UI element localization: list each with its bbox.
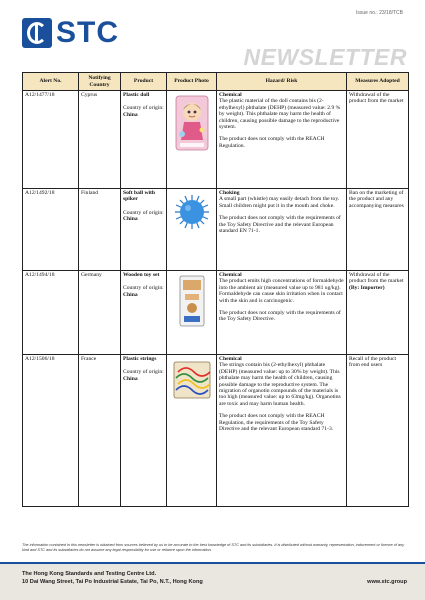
measure-text: Withdrawal of the product from the market [349,92,404,105]
measure-cell [347,355,409,507]
notifying-country: France [79,355,121,507]
alert-number: A12/1506/18 [23,355,79,507]
newsletter-title: NEWSLETTER [243,44,407,70]
product-photo-cell [167,271,217,355]
table-row [23,271,409,355]
product-cell [121,91,167,189]
issue-number: Issue no.: 23/18/TCB [356,10,403,16]
hazard-title: Chemical [219,92,242,98]
spiky-ball-photo-icon [172,192,212,232]
hazard-cell [217,355,347,507]
hazard-description: A small part (whistle) may easily detach from the toy. Small children might put it in the mouth and choke. [219,196,340,209]
alert-number: A12/1492/18 [23,189,79,271]
measure-text: Recall of the product from end users [349,356,397,369]
hazard-description: The plastic material of the doll contains bis (2-ethylhexyl) phthalate (DEHP) (measured value: 2.9 % by weight). This phthalate may harm the health of children, causing possible damage to the reproductive system. [219,98,341,131]
hazard-cell [217,91,347,189]
footer-website-link[interactable]: www.stc.group [367,579,407,585]
disclaimer: The information contained in this newsletter is obtained from sources believed by us to be accurate to the best knowledge of STC and its subsidiaries. It is distributed without warranty, representation, inducement or licence of any kind and STC and its subsidiaries do not assume any legal responsibility for use or reliance upon the information. [22,543,405,552]
table-row [23,189,409,271]
product-photo-cell [167,91,217,189]
product-photo-cell [167,189,217,271]
measure-cell [347,271,409,355]
notifying-country: Germany [79,271,121,355]
origin-label: Country of origin: [123,285,164,292]
hazard-compliance: The product does not comply with the requirements of the Toy Safety Directive. [219,310,341,323]
col-measures-adopted: Measures Adopted [347,73,409,91]
measure-cell [347,189,409,271]
page-header [0,0,425,74]
alert-number: A12/1477/18 [23,91,79,189]
hazard-description: The product emits high concentrations of formaldehyde into the ambient air (measured value up to 981 ug/kg). Formaldehyde can cause skin irritation when in contact with the skin and is carcinogenic. [219,278,344,304]
stc-logo-icon [22,18,52,48]
notifying-country: Cyprus [79,91,121,189]
hazard-title: Chemical [219,272,242,278]
origin-value: China [123,216,138,223]
product-cell [121,271,167,355]
logo-text: STC [56,16,119,49]
wooden-toy-set-photo-icon [172,274,212,328]
hazard-title: Choking [219,190,240,196]
col-product-photo: Product Photo [167,73,217,91]
measure-by: (By: Importer) [349,284,385,291]
origin-value: China [123,111,138,118]
measure-cell [347,91,409,189]
notifying-country: Finland [79,189,121,271]
doll-photo-icon [172,94,212,152]
origin-label: Country of origin: [123,209,164,216]
hazard-description: The strings contain bis (2-ethylhexyl) phthalate (DEHP) (measured value: up to 30% by weight). This phthalate may harm the health of children, causing possible damage to the reproductive system. The migration of organotin compounds of the materials is too high (measured value: up to 63mg/kg). Organotins are toxic and may harm human health. [219,362,341,407]
origin-label: Country of origin: [123,105,164,112]
hazard-compliance: The product does not comply with the REACH Regulation. [219,136,325,149]
product-cell [121,355,167,507]
footer-divider [0,562,425,564]
product-cell [121,189,167,271]
page-footer [0,562,425,600]
col-notifying-country: Notifying Country [79,73,121,91]
product-name: Plastic doll [123,92,150,98]
col-product: Product [121,73,167,91]
hazard-title: Chemical [219,356,242,362]
col-hazard-risk: Hazard/ Risk [217,73,347,91]
origin-value: China [123,291,138,298]
origin-label: Country of origin: [123,369,164,376]
table-row [23,91,409,189]
alerts-table [22,72,409,507]
product-photo-cell [167,355,217,507]
footer-company: The Hong Kong Standards and Testing Centre Ltd. [22,571,157,577]
hazard-cell [217,271,347,355]
measure-text: Withdrawal of the product from the market [349,272,404,285]
origin-value: China [123,375,138,382]
hazard-compliance: The product does not comply with the REACH Regulation, the requirements of the Toy Safety Directive and the relevant European standard 71-3. [219,413,334,433]
table-row [23,355,409,507]
alert-number: A12/1494/18 [23,271,79,355]
product-name: Soft ball with spiker [123,190,156,203]
stc-logo [22,18,119,48]
plastic-strings-photo-icon [172,358,212,402]
footer-address: 10 Dai Wang Street, Tai Po Industrial Estate, Tai Po, N.T., Hong Kong [22,579,203,585]
product-name: Plastic strings [123,356,157,362]
measure-text: Ban on the marketing of the product and any accompanying measures [349,190,404,209]
hazard-compliance: The product does not comply with the requirements of the Toy Safety Directive and the relevant European standard EN 71-1. [219,215,341,235]
product-name: Wooden toy set [123,272,160,278]
hazard-cell [217,189,347,271]
col-alert-no: Alert No. [23,73,79,91]
table-header-row [23,73,409,91]
